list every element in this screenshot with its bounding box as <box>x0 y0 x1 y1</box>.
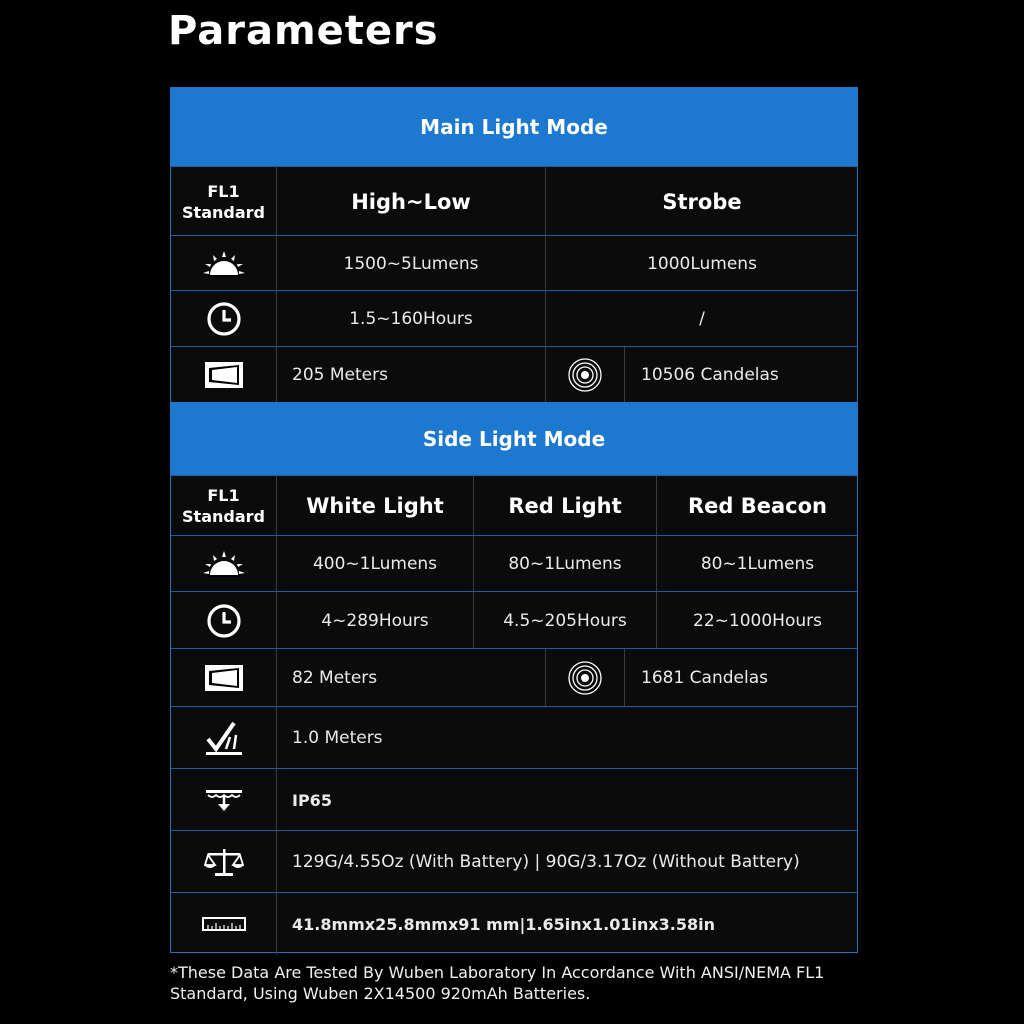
waterproof-row <box>171 768 857 831</box>
side-lumens-red: 80~1Lumens <box>508 554 622 574</box>
footnote-line-2: Standard, Using Wuben 2X14500 920mAh Batteries. <box>170 984 591 1003</box>
page-title: Parameters <box>168 8 439 54</box>
weight-value: 129G/4.55Oz (With Battery) | 90G/3.17Oz (Without Battery) <box>292 852 800 872</box>
side-runtime-white: 4~289Hours <box>321 610 429 631</box>
brightness-icon <box>171 536 276 592</box>
main-runtime-high-low: 1.5~160Hours <box>349 309 473 329</box>
main-beam-row <box>171 346 857 403</box>
ruler-icon <box>171 893 276 955</box>
main-header-row <box>171 166 857 236</box>
brightness-icon <box>171 236 276 291</box>
fl1-text: FL1 <box>207 486 240 505</box>
target-icon <box>546 347 624 403</box>
strobe-header: Strobe <box>662 189 742 214</box>
clock-icon <box>171 291 276 347</box>
side-runtime-row <box>171 591 857 649</box>
weight-row <box>171 830 857 893</box>
waterproof-icon <box>171 769 276 831</box>
clock-icon <box>171 592 276 649</box>
high-low-header: High~Low <box>351 189 471 214</box>
dimensions-value: 41.8mmx25.8mmx91 mm|1.65inx1.01inx3.58in <box>292 914 715 934</box>
scale-icon <box>171 831 276 893</box>
target-icon <box>546 649 624 707</box>
side-runtime-beacon: 22~1000Hours <box>693 610 822 631</box>
impact-resistance: 1.0 Meters <box>292 728 383 748</box>
main-runtime-strobe: / <box>699 309 705 329</box>
waterproof-rating: IP65 <box>292 790 332 810</box>
side-beam-distance: 82 Meters <box>292 668 378 688</box>
main-lumens-row <box>171 235 857 291</box>
main-peak-intensity: 10506 Candelas <box>641 365 779 385</box>
main-lumens-high-low: 1500~5Lumens <box>343 253 479 274</box>
red-light-header: Red Light <box>508 494 622 518</box>
main-lumens-strobe: 1000Lumens <box>647 253 757 274</box>
main-light-mode-header: Main Light Mode <box>171 88 857 166</box>
impact-icon <box>171 707 276 769</box>
side-runtime-red: 4.5~205Hours <box>503 610 627 631</box>
impact-row <box>171 706 857 769</box>
standard-text: Standard <box>182 507 265 526</box>
fl1-standard-label <box>171 476 276 536</box>
side-peak-intensity: 1681 Candelas <box>641 668 768 688</box>
main-runtime-row <box>171 290 857 347</box>
beam-distance-icon <box>171 347 276 403</box>
main-beam-distance: 205 Meters <box>292 365 388 385</box>
parameters-table <box>170 87 858 953</box>
standard-text: Standard <box>182 202 265 222</box>
fl1-standard-label <box>171 167 276 236</box>
side-lumens-row <box>171 535 857 592</box>
size-row <box>171 892 857 955</box>
side-light-mode-header: Side Light Mode <box>171 402 857 475</box>
footnote <box>170 962 870 1004</box>
beam-distance-icon <box>171 649 276 707</box>
red-beacon-header: Red Beacon <box>687 494 827 518</box>
fl1-text: FL1 <box>207 181 240 201</box>
footnote-line-1: *These Data Are Tested By Wuben Laboratory In Accordance With ANSI/NEMA FL1 <box>170 963 825 982</box>
side-beam-row <box>171 648 857 707</box>
white-light-header: White Light <box>306 494 444 518</box>
side-lumens-beacon: 80~1Lumens <box>700 554 815 574</box>
side-lumens-white: 400~1Lumens <box>312 554 438 574</box>
side-header-row <box>171 475 857 536</box>
